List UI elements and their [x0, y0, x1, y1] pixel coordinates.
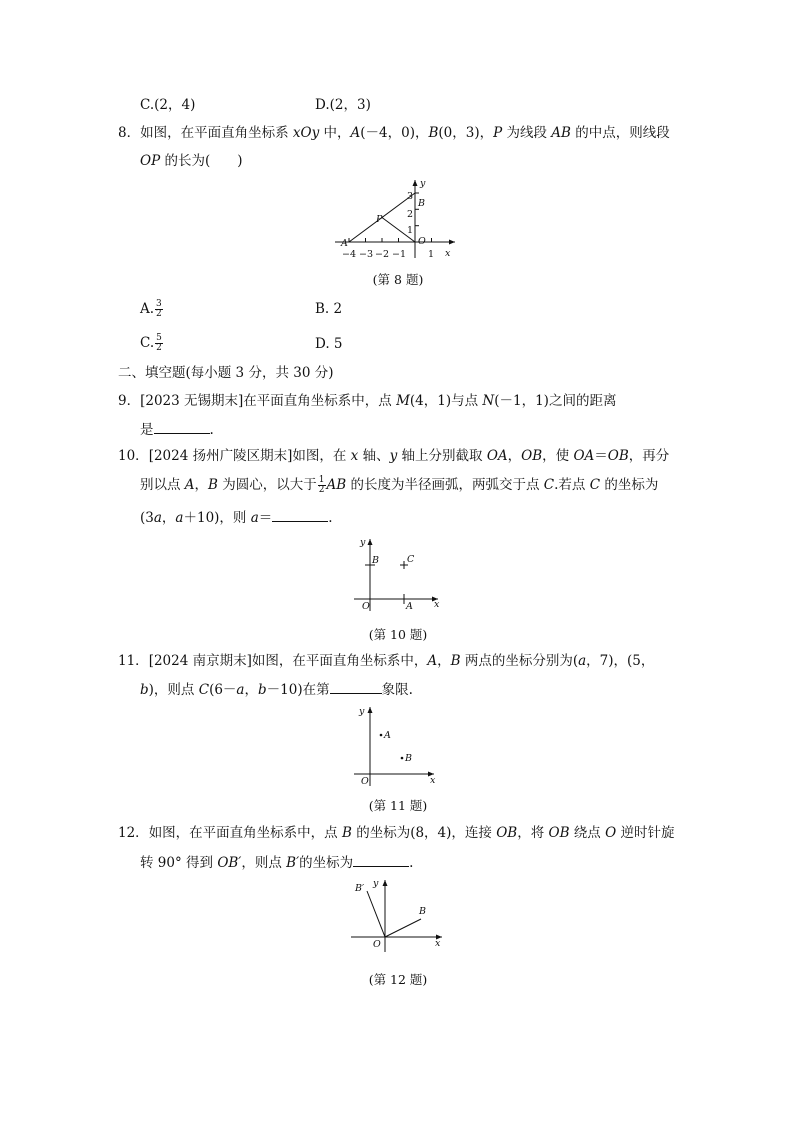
q7-option-c: C.(2，4) [140, 97, 196, 113]
q8-text: 如图，在平面直角坐标系 [140, 125, 293, 141]
fraction-denominator: 2 [156, 309, 162, 319]
q9-stem-line1 [118, 392, 616, 410]
q10-text: ，再分 [628, 448, 670, 464]
q12-label-bprime: B′ [355, 883, 365, 894]
q8-xtick-label: −1 [392, 249, 407, 260]
q7-option-d: D.(2，3) [315, 97, 371, 113]
q12-answer-blank[interactable] [353, 852, 409, 867]
q10-figure [350, 535, 445, 613]
option-letter: C. [140, 335, 155, 351]
q10-text: ＝ [594, 448, 608, 464]
q11-caption: (第 11 题) [368, 798, 428, 813]
q12-label-y: y [373, 878, 379, 889]
q8-xtick-label: −3 [359, 249, 374, 260]
q8-number: 8． [118, 125, 141, 141]
q8-var: P [493, 125, 503, 141]
q8-ytick-label: 1 [407, 225, 414, 236]
q10-var: y [389, 448, 398, 464]
q11-point-a [380, 734, 383, 737]
q9-stem-line2 [140, 419, 214, 439]
q12-number: 12． [118, 825, 149, 841]
q8-x-arrow [449, 240, 455, 245]
q8-text: (0，3)， [438, 125, 494, 141]
q8-text: 的长为( ) [160, 153, 243, 169]
q8-label-y: y [420, 178, 426, 189]
q12-figure [345, 876, 450, 954]
q10-var: OB [607, 448, 629, 464]
q10-text: ＋10)，则 [183, 510, 251, 526]
q10-text: 的长度为半径画弧，两弧交于点 [346, 477, 544, 493]
q8-xtick-label: −2 [375, 249, 390, 260]
q12-caption: (第 12 题) [368, 972, 428, 987]
q10-var: a [153, 510, 162, 526]
q11-point-b [401, 757, 404, 760]
q12-text: 的坐标为(8，4)，连接 [351, 825, 497, 841]
q10-text: . [328, 510, 333, 526]
section-heading: 二、填空题(每小题 3 分，共 30 分) [118, 365, 334, 381]
q11-figure [350, 703, 440, 788]
fraction-numerator: 1 [318, 475, 325, 485]
q9-var: N [482, 393, 495, 409]
q10-var: C [589, 477, 601, 493]
fraction-denominator: 2 [318, 485, 325, 495]
q12-label-o: O [373, 939, 381, 950]
q8-xtick-label: −4 [342, 249, 357, 260]
q10-text: 轴上分别截取 [397, 448, 487, 464]
q10-label-b: B [372, 555, 379, 566]
q11-text: ， [244, 682, 258, 698]
q11-answer-blank[interactable] [330, 679, 382, 694]
q10-number: 10． [118, 448, 149, 464]
q10-text: (3 [140, 510, 154, 526]
q10-text: ， [161, 510, 176, 526]
q8-stem-line2 [140, 152, 242, 170]
q8-label-p: P [376, 214, 383, 225]
q12-var: OB [496, 825, 518, 841]
q11-text: 两点的坐标分别为( [460, 653, 579, 669]
q10-text: ， [507, 448, 522, 464]
q10-var: x [350, 448, 359, 464]
q11-var: C [198, 682, 210, 698]
q8-option-c [140, 334, 164, 353]
q8-label-a: A [341, 238, 348, 249]
q8-text: 中， [319, 125, 351, 141]
q12-stem-line2 [140, 852, 413, 872]
q8-text: (－4，0)， [360, 125, 429, 141]
q11-text: [2024 南京期末]如图，在平面直角坐标系中， [148, 653, 428, 669]
q9-text: . [209, 422, 214, 438]
q11-number: 11． [118, 653, 149, 669]
q11-label-y: y [359, 706, 365, 717]
q10-var: OA [486, 448, 508, 464]
q11-stem-line1 [118, 652, 654, 670]
q12-text: 的坐标为 [299, 855, 354, 871]
q11-var: b [257, 682, 267, 698]
q8-text: 为线段 [502, 125, 552, 141]
q11-stem-line2 [140, 679, 413, 699]
q10-text: 别以点 [140, 477, 185, 493]
q10-text: 轴、 [358, 448, 390, 464]
q10-stem-line2 [140, 476, 658, 495]
q12-y-arrow [383, 880, 388, 886]
q8-var: A [350, 125, 361, 141]
option-letter: A. [140, 301, 155, 317]
q10-text: ， [194, 477, 209, 493]
q12-var: OB [548, 825, 570, 841]
q10-label-x: x [434, 599, 440, 610]
q11-label-o: O [361, 776, 369, 787]
q8-label-x: x [445, 248, 451, 259]
q12-var: B′ [286, 855, 300, 871]
q12-text: . [409, 855, 414, 871]
fraction-denominator: 2 [156, 343, 162, 353]
q10-text: [2024 扬州广陵区期末]如图，在 [148, 448, 351, 464]
q10-label-o: O [362, 601, 370, 612]
q11-text: 象限. [381, 682, 413, 698]
q12-text: ，将 [517, 825, 549, 841]
q8-label-o: O [418, 236, 426, 247]
q11-text: ，7)，(5， [586, 653, 655, 669]
q12-label-b: B [419, 906, 426, 917]
q10-var: a [250, 510, 259, 526]
q10-var: B [208, 477, 218, 493]
q10-label-c: C [407, 554, 415, 565]
q11-var: a [236, 682, 245, 698]
q9-answer-blank[interactable] [154, 419, 210, 434]
q11-text: ， [437, 653, 451, 669]
q9-var: M [396, 393, 410, 409]
q11-text: (6－ [209, 682, 237, 698]
q12-text: 转 90° 得到 [140, 855, 218, 871]
q10-caption: (第 10 题) [368, 627, 428, 642]
fraction-numerator: 5 [156, 333, 162, 343]
fraction [318, 476, 326, 495]
q8-xtick-label: 1 [428, 249, 435, 260]
q10-var: A [184, 477, 195, 493]
q12-var: B [341, 825, 352, 841]
q10-label-a: A [406, 601, 413, 612]
q10-stem-line3 [140, 507, 333, 527]
q12-segment-obp [367, 891, 385, 937]
q10-var: OA [573, 448, 595, 464]
q12-var: OB′ [217, 855, 242, 871]
q10-var: AB [326, 477, 347, 493]
q8-ytick-label: 3 [407, 191, 414, 202]
fraction [155, 300, 163, 319]
q12-label-x: x [435, 938, 441, 949]
q10-y-arrow [368, 539, 373, 545]
q8-y-arrow [413, 180, 418, 186]
q11-label-b: B [405, 753, 412, 764]
q10-text: .若点 [554, 477, 590, 493]
q9-text: [2023 无锡期末]在平面直角坐标系中，点 [140, 393, 397, 409]
q9-text: 是 [140, 422, 154, 438]
q9-text: (－1，1)之间的距离 [494, 393, 617, 409]
q8-option-b: B. 2 [315, 301, 343, 317]
q11-label-x: x [430, 775, 436, 786]
q11-var: a [578, 653, 587, 669]
q10-text: 为圆心，以大于 [217, 477, 317, 493]
q11-label-a: A [384, 730, 391, 741]
fraction [155, 334, 163, 353]
q10-var: C [543, 477, 555, 493]
q8-ytick-label: 2 [407, 209, 414, 220]
q11-text: )，则点 [148, 682, 199, 698]
q12-text: 逆时针旋 [616, 825, 675, 841]
q10-text: 的坐标为 [600, 477, 659, 493]
q11-var: b [140, 682, 149, 698]
q11-var: B [450, 653, 461, 669]
q8-stem-line1 [118, 124, 670, 142]
q12-segment-ob [385, 919, 421, 937]
q12-text: 如图，在平面直角坐标系中，点 [148, 825, 342, 841]
q9-number: 9． [118, 393, 141, 409]
q10-text: ＝ [258, 510, 273, 526]
q8-option-d: D. 5 [315, 336, 343, 352]
q10-var: a [175, 510, 184, 526]
q8-var: xOy [292, 125, 320, 141]
q11-y-arrow [368, 707, 373, 713]
q12-stem-line1 [118, 824, 674, 842]
q10-var: OB [521, 448, 543, 464]
q8-caption: (第 8 题) [372, 272, 424, 287]
q11-var: A [427, 653, 438, 669]
q10-stem-line1 [118, 447, 669, 465]
q9-text: (4，1)与点 [409, 393, 483, 409]
q8-option-a [140, 300, 164, 319]
q12-text: ，则点 [241, 855, 287, 871]
q8-text: 的中点，则线段 [570, 125, 670, 141]
q10-text: ，使 [542, 448, 574, 464]
q8-var: AB [551, 125, 571, 141]
q10-label-y: y [360, 537, 366, 548]
fraction-numerator: 3 [156, 299, 162, 309]
q11-text: －10)在第 [266, 682, 330, 698]
q8-var: OP [140, 153, 161, 169]
q10-answer-blank[interactable] [272, 507, 328, 522]
q8-label-b: B [418, 198, 425, 209]
q12-var: O [605, 825, 617, 841]
q8-var: B [428, 125, 439, 141]
q8-figure [335, 176, 465, 264]
q12-text: 绕点 [569, 825, 606, 841]
